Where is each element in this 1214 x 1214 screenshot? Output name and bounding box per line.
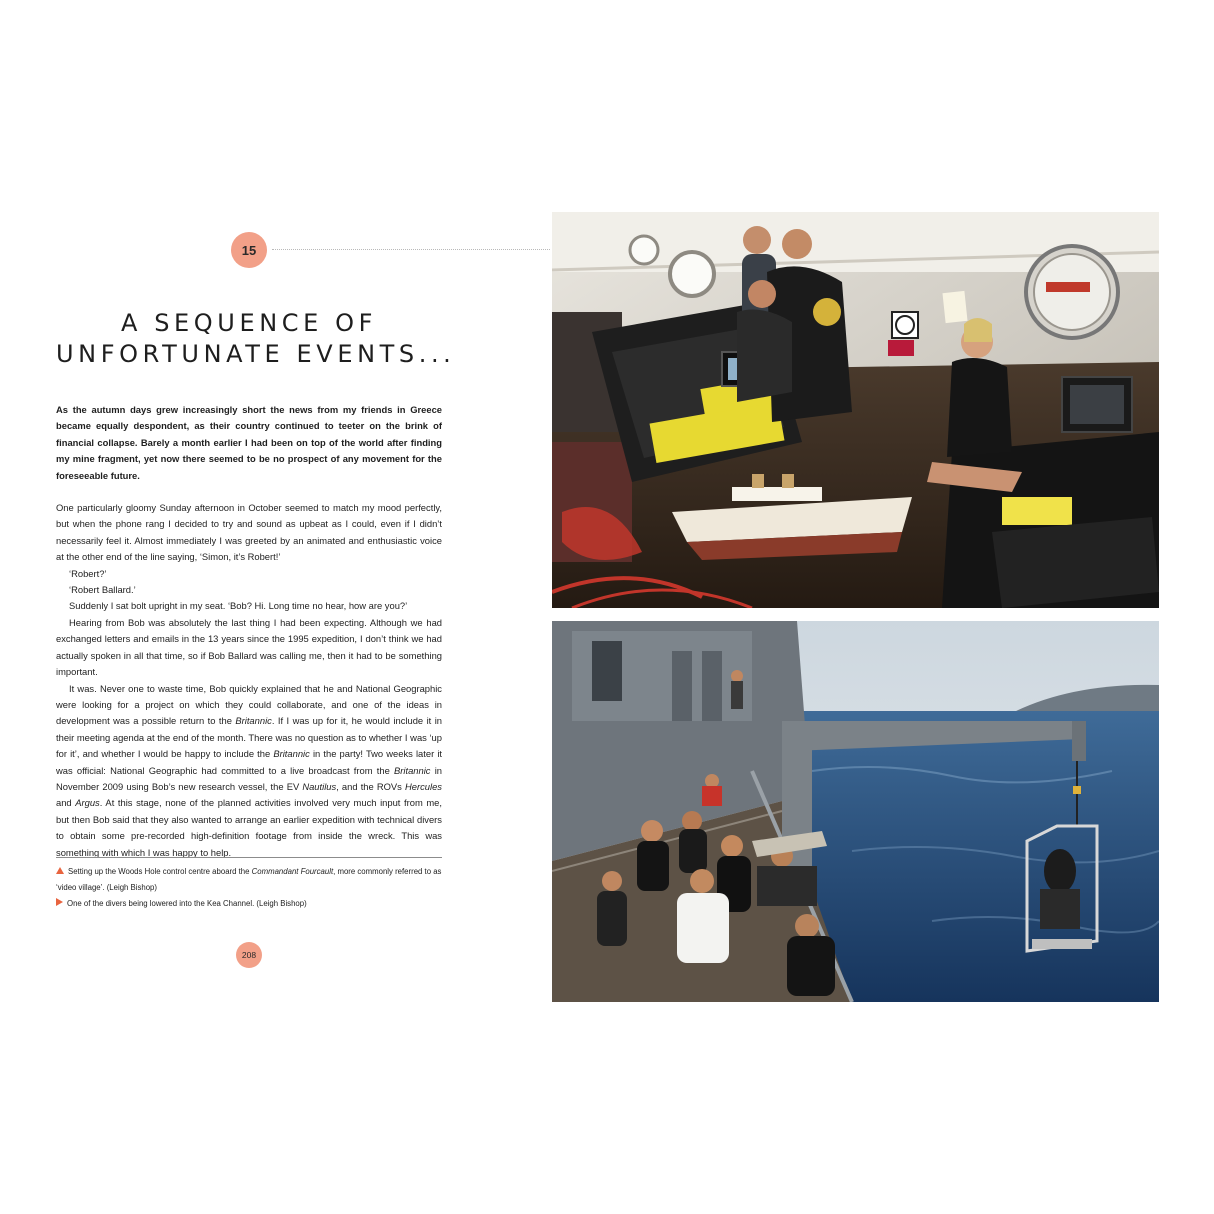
chapter-title: [56, 308, 456, 370]
vessel-name-italic: Nautilus: [302, 780, 337, 792]
ship-name-italic: Commandant Fourcault: [251, 867, 334, 876]
captions-block: [56, 864, 442, 912]
chapter-title-line-1: A SEQUENCE OF: [120, 309, 378, 337]
body-paragraph-4: Suddenly I sat bolt upright in my seat. ‘Bob? Hi. Long time no hear, how are you?’: [69, 600, 408, 612]
ship-name-italic: Britannic: [235, 715, 272, 727]
caption-rule: [56, 857, 442, 858]
triangle-right-icon: [56, 898, 63, 906]
caption-top-photo: [56, 864, 442, 896]
triangle-up-icon: [56, 867, 64, 874]
text-run: . At this stage, none of the planned activities involved very much input from me, but then Bob said that they also wanted to arrange an earlier expedition with technical divers to obtain some pre-recorded high-definition footage from inside the wreck. This was something with which I was happy to help.: [56, 797, 442, 858]
rov-name-italic: Argus: [75, 797, 100, 809]
caption-text: , more commonly referred to as ‘video village’. (Leigh Bishop): [56, 867, 442, 892]
body-paragraph-5: Hearing from Bob was absolutely the last thing I had been expecting. Although we had exchanged letters and emails in the 13 years since the 1995 expedition, I don’t think we had actually spoken in all that time, so if Bob Ballard was calling me, then it had to be something important.: [56, 616, 442, 678]
text-run: and: [56, 797, 76, 809]
caption-bottom-photo: [56, 896, 442, 912]
text-run: It was. Never one to waste time, Bob quickly explained that he and National Geographic were looking for a project on which they could collaborate, and one of the ideas in development was a possible return to the: [56, 682, 442, 727]
diver-lowering-photo: [552, 621, 1159, 1002]
chapter-number-badge: 15: [231, 232, 267, 268]
control-room-photo: [552, 212, 1159, 608]
text-run: . If I was up for it, he would include it in their meeting agenda at the end of the month. There was no question as to whether I was ‘up for it’, and whether I would be happy to include the: [56, 715, 442, 760]
text-run: in the party! Two weeks later it was official: National Geographic had committed to a live broadcast from the: [56, 748, 443, 776]
body-paragraph-2: ‘Robert?’: [69, 567, 107, 579]
body-paragraph-6: [56, 681, 442, 861]
ship-name-italic: Britannic: [394, 764, 431, 776]
text-run: in November 2009 using Bob’s new research vessel, the EV: [56, 764, 442, 792]
control-room-illustration: [552, 212, 1159, 608]
ship-deck-illustration: [552, 621, 1159, 1002]
page-number-badge: 208: [236, 942, 262, 968]
chapter-title-line-2: UNFORTUNATE EVENTS...: [56, 340, 456, 368]
rov-name-italic: Hercules: [405, 780, 442, 792]
lede-paragraph: As the autumn days grew increasingly short the news from my friends in Greece became equally despondent, as their country continued to teeter on the brink of financial collapse. Barely a month earlier I had been on top of the world after finding my mine fragment, yet now there seemed to be no prospect of any movement for the foreseeable future.: [56, 404, 442, 481]
chapter-dotted-rule: [272, 249, 550, 250]
caption-text: Setting up the Woods Hole control centre aboard the: [68, 867, 252, 876]
caption-text: One of the divers being lowered into the Kea Channel. (Leigh Bishop): [67, 899, 307, 908]
body-paragraph-3: ‘Robert Ballard.’: [69, 584, 136, 596]
body-text-column: [56, 402, 442, 861]
text-run: , and the ROVs: [336, 780, 405, 792]
body-paragraph-1: One particularly gloomy Sunday afternoon in October seemed to match my mood perfectly, but when the phone rang I decided to try and sound as upbeat as I could, even if I didn’t necessarily feel it. Almost immediately I was greeted by an animated and enthusiastic voice at the other end of the line saying, ‘Simon, it’s Robert!’: [56, 502, 442, 563]
ship-name-italic: Britannic: [273, 748, 310, 760]
